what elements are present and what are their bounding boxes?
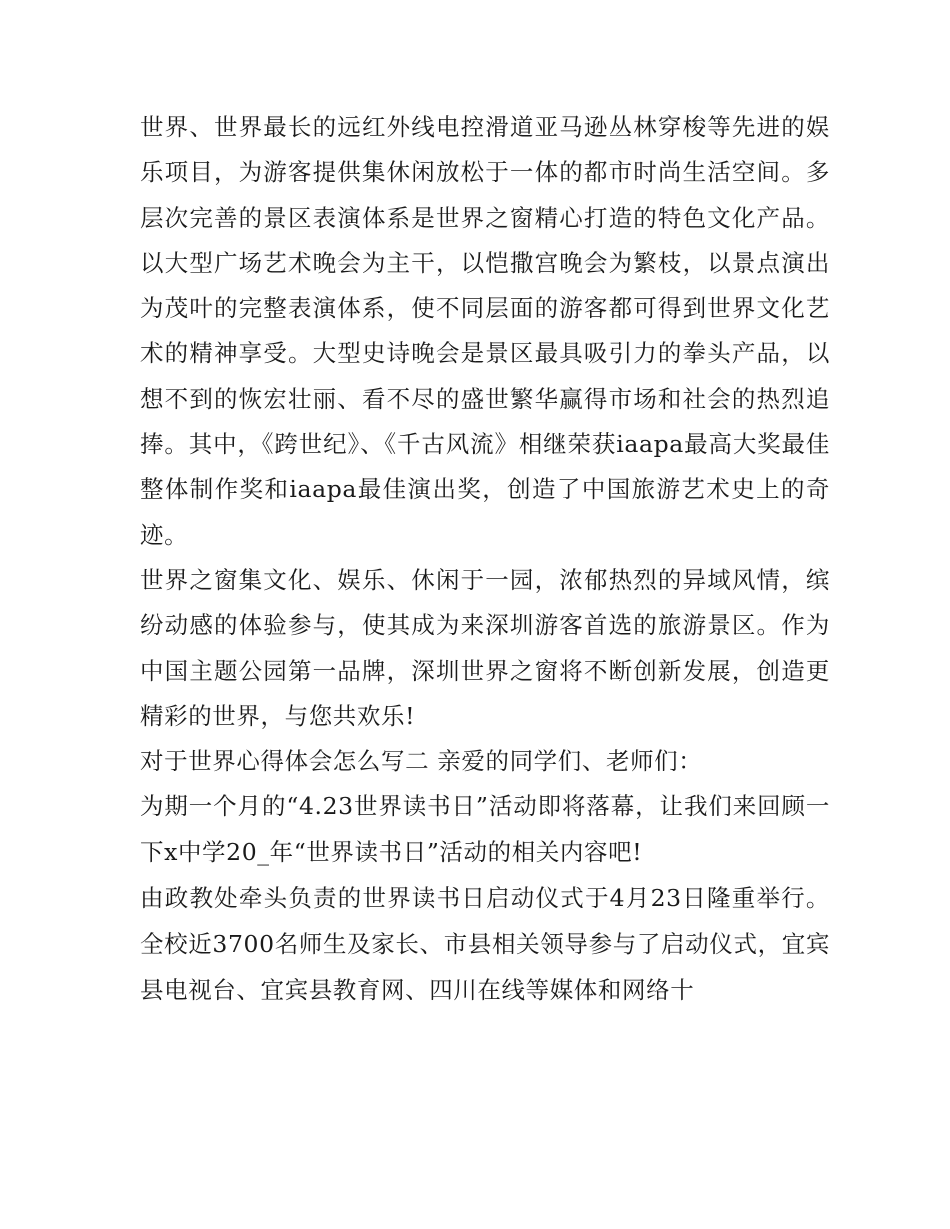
document-page — [140, 105, 830, 1013]
paragraph-reading-day-ceremony: 由政教处牵头负责的世界读书日启动仪式于4月23日隆重举行。全校近3700名师生及家长、市县相关领导参与了启动仪式，宜宾县电视台、宜宾县教育网、四川在线等媒体和网络十 — [140, 884, 830, 1005]
paragraph-section-heading: 对于世界心得体会怎么写二 亲爱的同学们、老师们： — [140, 747, 703, 776]
paragraph-world-window-summary: 世界之窗集文化、娱乐、休闲于一园，浓郁热烈的异域风情，缤纷动感的体验参与，使其成为来深圳游客首选的旅游景区。作为中国主题公园第一品牌，深圳世界之窗将不断创新发展，创造更精彩的世界，与您共欢乐! — [140, 565, 830, 730]
paragraph-world-window-attractions: 世界、世界最长的远红外线电控滑道亚马逊丛林穿梭等先进的娱乐项目，为游客提供集休闲放松于一体的都市时尚生活空间。多层次完善的景区表演体系是世界之窗精心打造的特色文化产品。以大型广场艺术晚会为主干，以恺撒宫晚会为繁枝，以景点演出为茂叶的完整表演体系，使不同层面的游客都可得到世界文化艺术的精神享受。大型史诗晚会是景区最具吸引力的拳头产品，以想不到的恢宏壮丽、看不尽的盛世繁华赢得市场和社会的热烈追捧。其中，《跨世纪》、《千古风流》相继荣获iaapa最高大奖最佳整体制作奖和iaapa最佳演出奖，创造了中国旅游艺术史上的奇迹。 — [140, 113, 830, 549]
paragraph-reading-day-intro: 为期一个月的“4.23世界读书日”活动即将落幕，让我们来回顾一下x中学20_年“世界读书日”活动的相关内容吧! — [140, 792, 830, 866]
